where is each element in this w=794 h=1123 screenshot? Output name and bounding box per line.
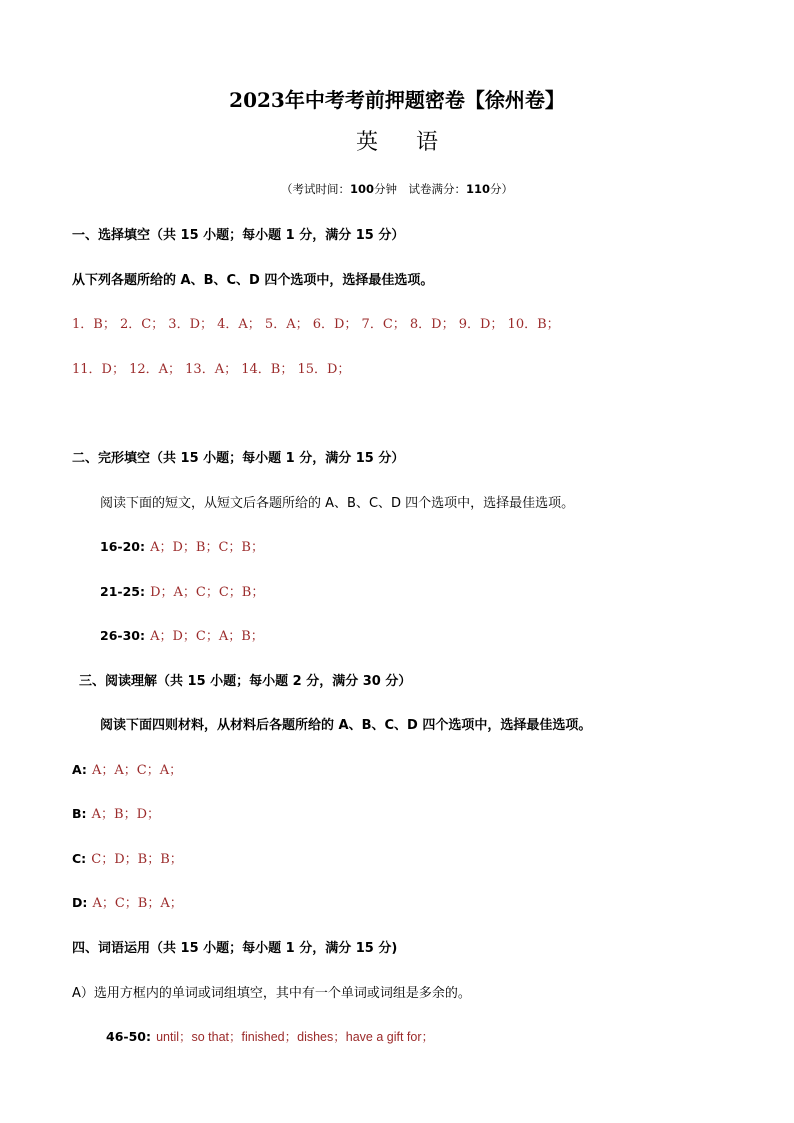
section3-answer-group bbox=[72, 848, 183, 867]
group-answers: A；B；D； bbox=[91, 807, 160, 822]
group-answers: until；so that；finished；dishes；have a gift for； bbox=[156, 1030, 434, 1044]
section1-answers-row2: 11．D； 12．A； 13．A； 14．B； 15．D； bbox=[72, 362, 351, 377]
section2-answer-group bbox=[100, 536, 264, 555]
section4-instruction: A）选用方框内的单词或词组填空，其中有一个单词或词组是多余的。 bbox=[72, 986, 471, 1001]
group-label: 16-20: bbox=[100, 539, 145, 554]
exam-time: 100 bbox=[349, 182, 374, 196]
group-answers: A；C；B；A； bbox=[92, 896, 183, 911]
group-answers: D；A；C；C；B； bbox=[150, 585, 265, 600]
section1-instruction: 从下列各题所给的 A、B、C、D 四个选项中，选择最佳选项。 bbox=[72, 273, 434, 288]
document-title: 2023年中考考前押题密卷【徐州卷】 bbox=[229, 88, 565, 112]
section4-heading: 四、词语运用（共 15 小题；每小题 1 分，满分 15 分) bbox=[72, 941, 398, 956]
meta-mid: 分钟 试卷满分： bbox=[374, 182, 466, 196]
section4-answer-group bbox=[106, 1026, 434, 1045]
group-label: B: bbox=[72, 806, 87, 821]
section2-answer-group bbox=[100, 581, 264, 600]
group-answers: A；D；C；A；B； bbox=[150, 629, 264, 644]
section3-answer-group bbox=[72, 892, 183, 911]
group-answers: A；D；B；C；B； bbox=[150, 540, 264, 555]
meta-prefix: （考试时间： bbox=[280, 182, 350, 196]
meta-suffix: 分） bbox=[490, 182, 514, 196]
section1-heading: 一、选择填空（共 15 小题；每小题 1 分，满分 15 分） bbox=[72, 228, 405, 243]
section3-answer-group bbox=[72, 803, 160, 822]
section2-heading: 二、完形填空（共 15 小题；每小题 1 分，满分 15 分） bbox=[72, 451, 405, 466]
section3-answer-group bbox=[72, 759, 182, 778]
group-label: 46-50: bbox=[106, 1029, 151, 1044]
group-label: 21-25: bbox=[100, 584, 145, 599]
group-label: D: bbox=[72, 895, 88, 910]
group-label: A: bbox=[72, 762, 87, 777]
group-label: 26-30: bbox=[100, 628, 145, 643]
subject-title: 英语 bbox=[355, 130, 476, 155]
section3-instruction: 阅读下面四则材料，从材料后各题所给的 A、B、C、D 四个选项中，选择最佳选项。 bbox=[100, 718, 592, 733]
section2-answer-group bbox=[100, 625, 264, 644]
exam-meta bbox=[0, 181, 794, 197]
section1-answers-row1: 1．B； 2．C； 3．D； 4．A； 5．A； 6．D； 7．C； 8．D； 9．D； 10．B； bbox=[72, 317, 560, 332]
group-label: C: bbox=[72, 851, 87, 866]
section2-instruction: 阅读下面的短文，从短文后各题所给的 A、B、C、D 四个选项中，选择最佳选项。 bbox=[100, 496, 575, 511]
group-answers: A；A；C；A； bbox=[92, 763, 183, 778]
exam-score: 110 bbox=[466, 182, 491, 196]
group-answers: C；D；B；B； bbox=[91, 852, 183, 867]
section3-heading: 三、阅读理解（共 15 小题；每小题 2 分，满分 30 分） bbox=[79, 674, 412, 689]
